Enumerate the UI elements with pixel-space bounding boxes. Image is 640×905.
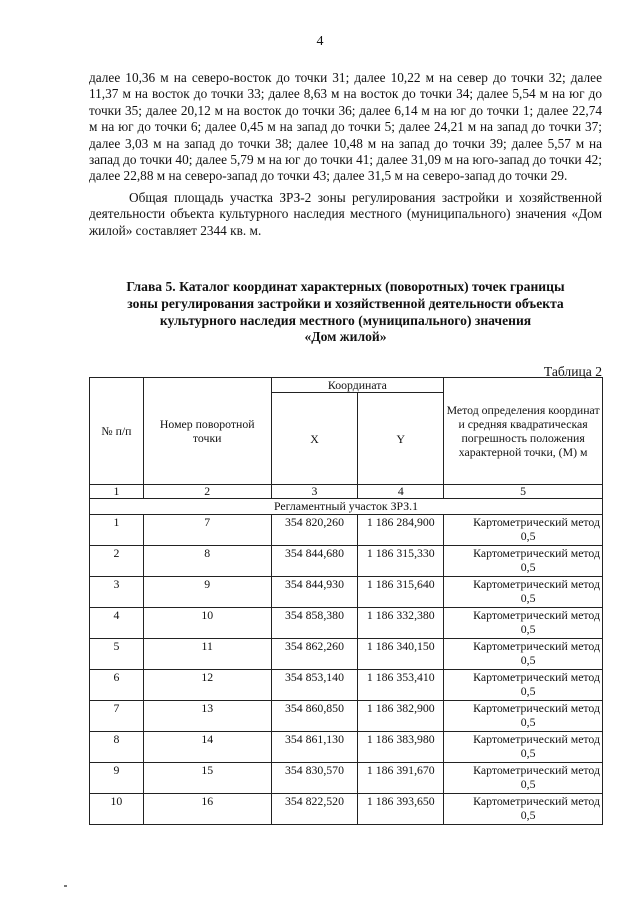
- coord-y: 1 186 353,410: [358, 670, 444, 701]
- point-number: 13: [143, 701, 271, 732]
- coord-y: 1 186 383,980: [358, 732, 444, 763]
- point-number: 7: [143, 515, 271, 546]
- coord-y: 1 186 284,900: [358, 515, 444, 546]
- column-number: 3: [271, 485, 358, 499]
- point-number: 10: [143, 608, 271, 639]
- method-accuracy: 0,5: [520, 528, 536, 543]
- coord-x: 354 844,680: [271, 546, 358, 577]
- coord-x: 354 858,380: [271, 608, 358, 639]
- header-num: № п/п: [90, 378, 144, 485]
- table-row: [90, 763, 603, 794]
- chapter-title: [89, 279, 602, 346]
- coord-x: 354 822,520: [271, 794, 358, 825]
- coord-x: 354 860,850: [271, 701, 358, 732]
- row-number: 3: [90, 577, 144, 608]
- method-cell: [444, 546, 603, 577]
- column-number: 5: [444, 485, 603, 499]
- coord-y: 1 186 393,650: [358, 794, 444, 825]
- method-name: Картометрический метод: [473, 515, 600, 529]
- header-y: Y: [358, 393, 444, 485]
- row-number: 8: [90, 732, 144, 763]
- point-number: 15: [143, 763, 271, 794]
- table-header-row: [90, 378, 603, 393]
- point-number: 8: [143, 546, 271, 577]
- coord-y: 1 186 315,330: [358, 546, 444, 577]
- table-body: [90, 515, 603, 825]
- row-number: 2: [90, 546, 144, 577]
- column-number: 4: [358, 485, 444, 499]
- coordinates-table: [89, 377, 603, 825]
- method-accuracy: 0,5: [520, 776, 536, 791]
- method-name: Картометрический метод: [473, 794, 600, 808]
- method-name: Картометрический метод: [473, 732, 600, 746]
- chapter-title-line: Глава 5. Каталог координат характерных (поворотных) точек границы: [126, 279, 565, 294]
- method-cell: [444, 608, 603, 639]
- table-row: [90, 577, 603, 608]
- point-number: 11: [143, 639, 271, 670]
- method-name: Картометрический метод: [473, 639, 600, 653]
- paragraph-boundary-description: далее 10,36 м на северо-восток до точки 31; далее 10,22 м на север до точки 32; далее 11,37 м на восток до точки 33; далее 8,63 м на восток до точки 34; далее 5,54 м на юг до точки 35; далее 20,12 м на восток до точки 36; далее 6,14 м на юг до точки 1; далее 22,74 м на юг до точки 6; далее 0,45 м на запад до точки 5; далее 24,21 м на запад до точки 37; далее 3,03 м на запад до точки 38; далее 10,48 м на запад до точки 39; далее 5,57 м на запад до точки 40; далее 5,79 м на юг до точки 41; далее 31,09 м на юго-запад до точки 42; далее 22,88 м на северо-запад до точки 43; далее 31,5 м на северо-запад до точки 29.: [89, 70, 602, 184]
- section-label: Регламентный участок ЗРЗ.1: [90, 499, 603, 515]
- method-name: Картометрический метод: [473, 546, 600, 560]
- header-method: Метод определения координат и средняя квадратическая погрешность положения характерной точки, (М) м: [444, 378, 603, 485]
- coord-x: 354 820,260: [271, 515, 358, 546]
- method-cell: [444, 577, 603, 608]
- method-accuracy: 0,5: [520, 559, 536, 574]
- column-number: 2: [143, 485, 271, 499]
- table-caption: Таблица 2: [543, 364, 602, 379]
- method-name: Картометрический метод: [473, 763, 600, 777]
- coord-y: 1 186 391,670: [358, 763, 444, 794]
- method-name: Картометрический метод: [473, 670, 600, 684]
- method-cell: [444, 732, 603, 763]
- coord-x: 354 862,260: [271, 639, 358, 670]
- method-accuracy: 0,5: [520, 807, 536, 822]
- row-number: 4: [90, 608, 144, 639]
- method-accuracy: 0,5: [520, 683, 536, 698]
- body-text: [89, 70, 602, 239]
- page-number: 4: [316, 34, 324, 49]
- table-row: [90, 794, 603, 825]
- coord-y: 1 186 315,640: [358, 577, 444, 608]
- chapter-title-line: зоны регулирования застройки и хозяйственной деятельности объекта: [127, 295, 564, 311]
- method-cell: [444, 639, 603, 670]
- table-row: [90, 639, 603, 670]
- table-row: [90, 670, 603, 701]
- method-name: Картометрический метод: [473, 701, 600, 715]
- method-cell: [444, 515, 603, 546]
- section-row: [90, 499, 603, 515]
- point-number: 12: [143, 670, 271, 701]
- column-number-row: [90, 485, 603, 499]
- row-number: 5: [90, 639, 144, 670]
- column-number: 1: [90, 485, 144, 499]
- coord-y: 1 186 382,900: [358, 701, 444, 732]
- chapter-title-line: «Дом жилой»: [304, 329, 387, 345]
- chapter-title-line: культурного наследия местного (муниципального) значения: [159, 312, 532, 328]
- paragraph-total-area: Общая площадь участка ЗРЗ-2 зоны регулирования застройки и хозяйственной деятельности объекта культурного наследия местного (муниципального) значения «Дом жилой» составляет 2344 кв. м.: [89, 189, 602, 238]
- method-name: Картометрический метод: [473, 577, 600, 591]
- method-accuracy: 0,5: [520, 652, 536, 667]
- table-row: [90, 608, 603, 639]
- method-accuracy: 0,5: [520, 590, 536, 605]
- method-name: Картометрический метод: [473, 608, 600, 622]
- header-coordinate: Координата: [271, 378, 444, 393]
- table-row: [90, 732, 603, 763]
- method-cell: [444, 794, 603, 825]
- coord-x: 354 861,130: [271, 732, 358, 763]
- coord-x: 354 830,570: [271, 763, 358, 794]
- method-cell: [444, 670, 603, 701]
- coord-x: 354 853,140: [271, 670, 358, 701]
- header-x: X: [271, 393, 358, 485]
- coord-y: 1 186 340,150: [358, 639, 444, 670]
- row-number: 7: [90, 701, 144, 732]
- row-number: 1: [90, 515, 144, 546]
- method-cell: [444, 701, 603, 732]
- method-cell: [444, 763, 603, 794]
- method-accuracy: 0,5: [520, 714, 536, 729]
- table-row: [90, 546, 603, 577]
- point-number: 16: [143, 794, 271, 825]
- coord-x: 354 844,930: [271, 577, 358, 608]
- table-row: [90, 515, 603, 546]
- header-point: Номер поворотной точки: [143, 378, 271, 485]
- scan-speck: [64, 885, 67, 887]
- method-accuracy: 0,5: [520, 745, 536, 760]
- row-number: 10: [90, 794, 144, 825]
- point-number: 9: [143, 577, 271, 608]
- row-number: 6: [90, 670, 144, 701]
- row-number: 9: [90, 763, 144, 794]
- table-row: [90, 701, 603, 732]
- point-number: 14: [143, 732, 271, 763]
- coord-y: 1 186 332,380: [358, 608, 444, 639]
- method-accuracy: 0,5: [520, 621, 536, 636]
